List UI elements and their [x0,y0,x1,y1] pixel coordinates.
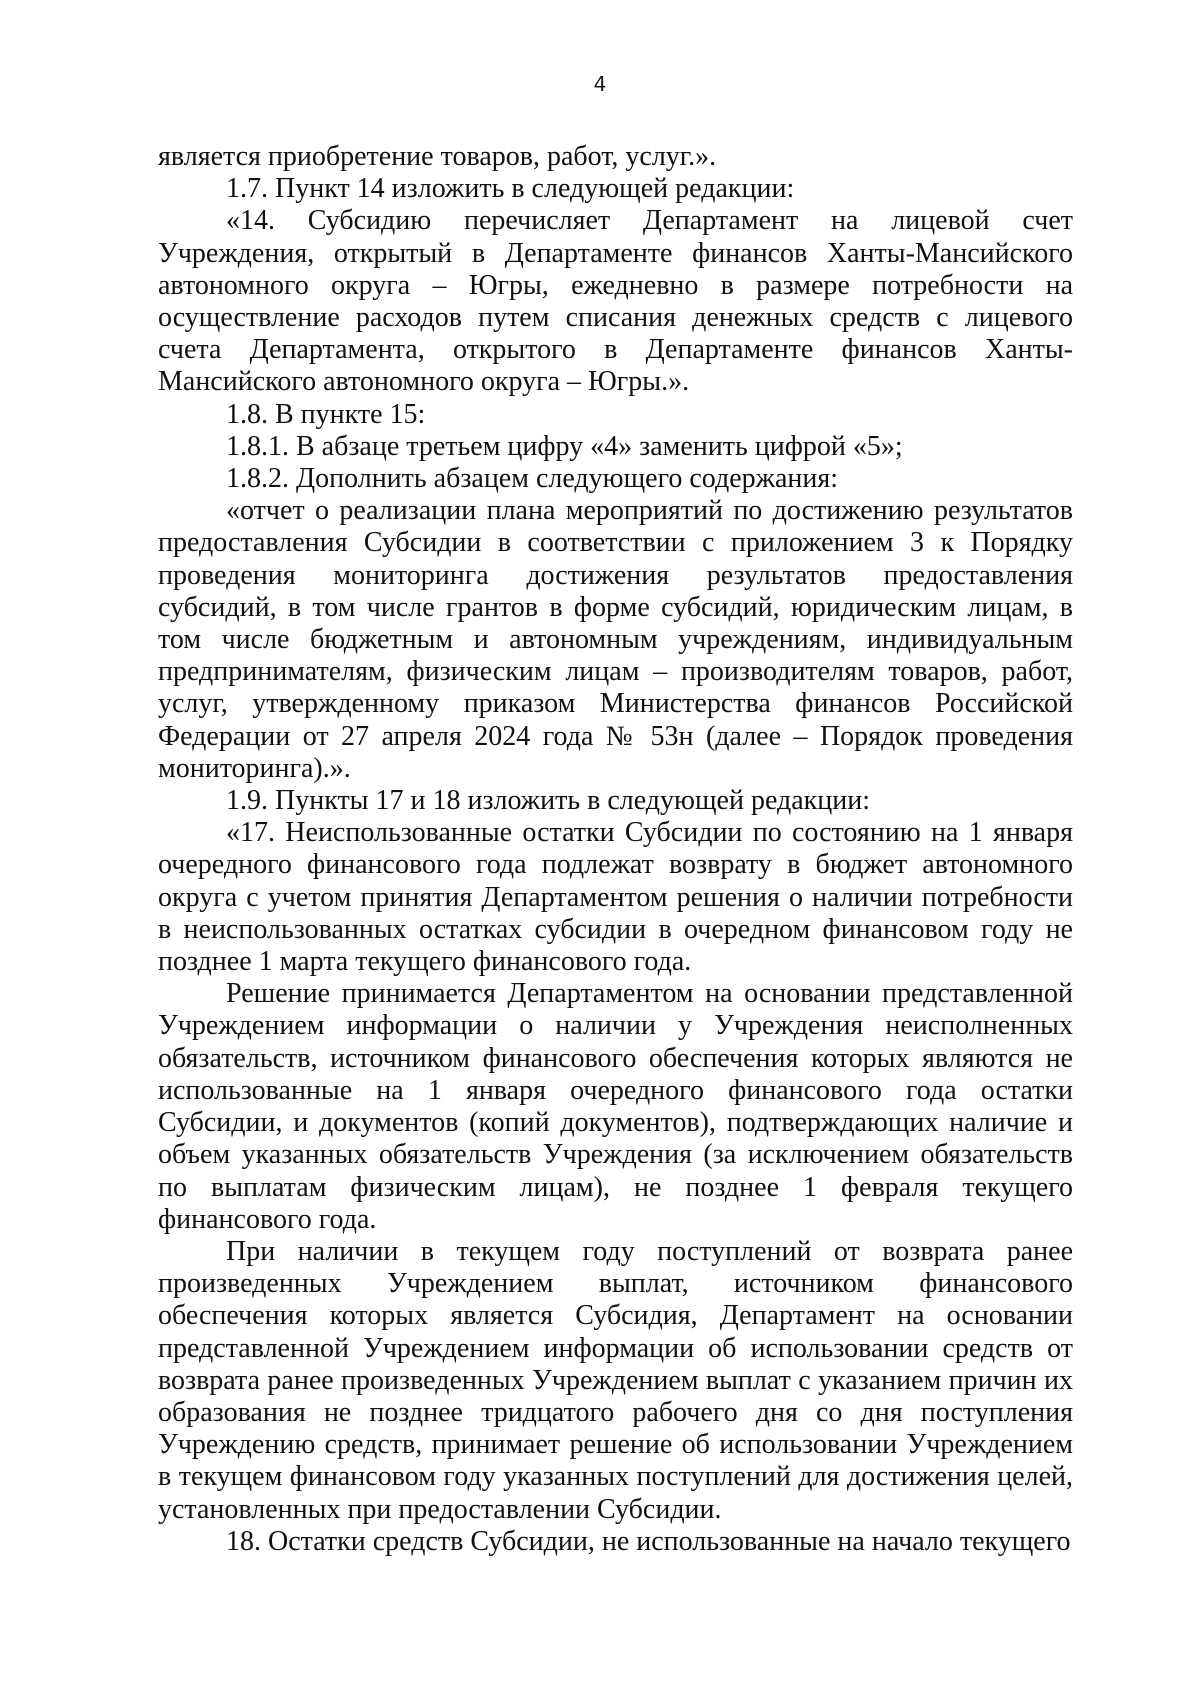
paragraph-continuation: является приобретение товаров, работ, услуг.». [158,141,717,172]
paragraph-item-18: 18. Остатки средств Субсидии, не использованные на начало текущего [226,1525,1071,1557]
paragraph-1-8-2: 1.8.2. Дополнить абзацем следующего содержания: [226,463,839,495]
paragraph-returns: При наличии в текущем году поступлений от возврата ранее произведенных Учреждением выплат, источником финансового обеспечения которых является Субсидия, Департамент на основании представленной Учреждением информации об использовании средств от возврата ранее произведенных Учреждением выплат с указанием причин их образования не позднее тридцатого рабочего дня со дня поступления Учреждению средств, принимает решение об использовании Учреждением в текущем финансовом году указанных поступлений для достижения целей, установленных при предоставлении Субсидии. [158,1235,1073,1525]
document-body [158,141,1073,1558]
page-number: 4 [593,72,607,96]
paragraph-item-17: «17. Неиспользованные остатки Субсидии по состоянию на 1 января очередного финансового года подлежат возврату в бюджет автономного округа с учетом принятия Департаментом решения о наличии потребности в неиспользованных остатках субсидии в очередном финансовом году не позднее 1 марта текущего финансового года. [158,817,1073,978]
paragraph-decision: Решение принимается Департаментом на основании представленной Учреждением информации о наличии у Учреждения неисполненных обязательств, источником финансового обеспечения которых являются не использованные на 1 января очередного финансового года остатки Субсидии, и документов (копий документов), подтверждающих наличие и объем указанных обязательств Учреждения (за исключением обязательств по выплатам физическим лицам), не позднее 1 февраля текущего финансового года. [158,978,1073,1235]
paragraph-1-8: 1.8. В пункте 15: [226,398,426,430]
paragraph-item-14: «14. Субсидию перечисляет Департамент на лицевой счет Учреждения, открытый в Департаменте финансов Ханты-Мансийского автономного округа – Югры, ежедневно в размере потребности на осуществление расходов путем списания денежных средств с лицевого счета Департамента, открытого в Департаменте финансов Ханты-Мансийского автономного округа – Югры.». [158,205,1073,398]
paragraph-report-quote: «отчет о реализации плана мероприятий по достижению результатов предоставления Субсидии в соответствии с приложением 3 к Порядку проведения мониторинга достижения результатов предоставления субсидий, в том числе грантов в форме субсидий, юридическим лицам, в том числе бюджетным и автономным учреждениям, индивидуальным предпринимателям, физическим лицам – производителям товаров, работ, услуг, утвержденному приказом Министерства финансов Российской Федерации от 27 апреля 2024 года № 53н (далее – Порядок проведения мониторинга).». [158,495,1073,784]
paragraph-1-7: 1.7. Пункт 14 изложить в следующей редакции: [226,173,795,205]
paragraph-1-9: 1.9. Пункты 17 и 18 изложить в следующей редакции: [226,785,871,817]
paragraph-1-8-1: 1.8.1. В абзаце третьем цифру «4» заменить цифрой «5»; [226,430,903,462]
